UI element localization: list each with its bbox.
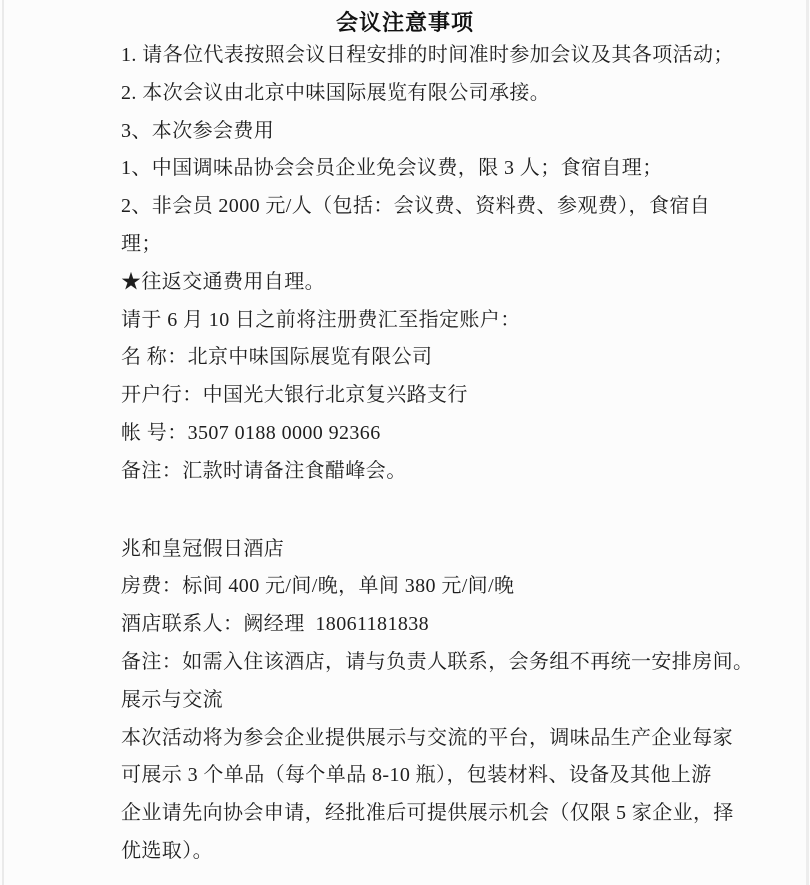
fee-nonmember-line-1: 2、非会员 2000 元/人（包括：会议费、资料费、参观费），食宿自 (121, 195, 711, 218)
section-gap (121, 491, 760, 531)
transport-note: ★往返交通费用自理。 (121, 270, 325, 293)
exhibition-desc-line-3: 企业请先向协会申请，经批准后可提供展示机会（仅限 5 家企业，择 (121, 802, 734, 825)
bank-account-remark: 备注：汇款时请备注食醋峰会。 (121, 459, 407, 482)
exhibition-desc-line-4: 优选取）。 (121, 839, 213, 862)
document-title: 会议注意事项 (335, 10, 474, 35)
bank-account-number: 帐 号：3507 0188 0000 92366 (121, 421, 381, 444)
exhibition-desc-line-2: 可展示 3 个单品（每个单品 8-10 瓶），包装材料、设备及其他上游 (121, 764, 712, 787)
exhibition-heading: 展示与交流 (121, 688, 223, 711)
hotel-name: 兆和皇冠假日酒店 (121, 537, 285, 560)
fee-member-line: 1、中国调味品协会会员企业免会议费，限 3 人；食宿自理； (121, 157, 663, 180)
document-body (0, 37, 810, 871)
hotel-remark: 备注：如需入住该酒店，请与负责人联系，会务组不再统一安排房间。 (121, 650, 754, 673)
note-organizer: 2. 本次会议由北京中味国际展览有限公司承接。 (121, 81, 551, 104)
hotel-contact: 酒店联系人：阙经理 18061181838 (121, 613, 430, 636)
hotel-room-rate: 房费：标间 400 元/间/晚，单间 380 元/间/晚 (121, 575, 515, 598)
exhibition-desc-line-1: 本次活动将为参会企业提供展示与交流的平台，调味品生产企业每家 (121, 726, 733, 749)
bank-account-bank: 开户行：中国光大银行北京复兴路支行 (121, 384, 468, 407)
note-attendance: 1. 请各位代表按照会议日程安排的时间准时参加会议及其各项活动； (121, 44, 734, 66)
fee-nonmember-line-2: 理； (121, 232, 162, 255)
fees-heading: 3、本次参会费用 (121, 119, 275, 142)
bank-account-name: 名 称：北京中味国际展览有限公司 (121, 346, 433, 369)
payment-deadline: 请于 6 月 10 日之前将注册费汇至指定账户： (121, 308, 521, 331)
